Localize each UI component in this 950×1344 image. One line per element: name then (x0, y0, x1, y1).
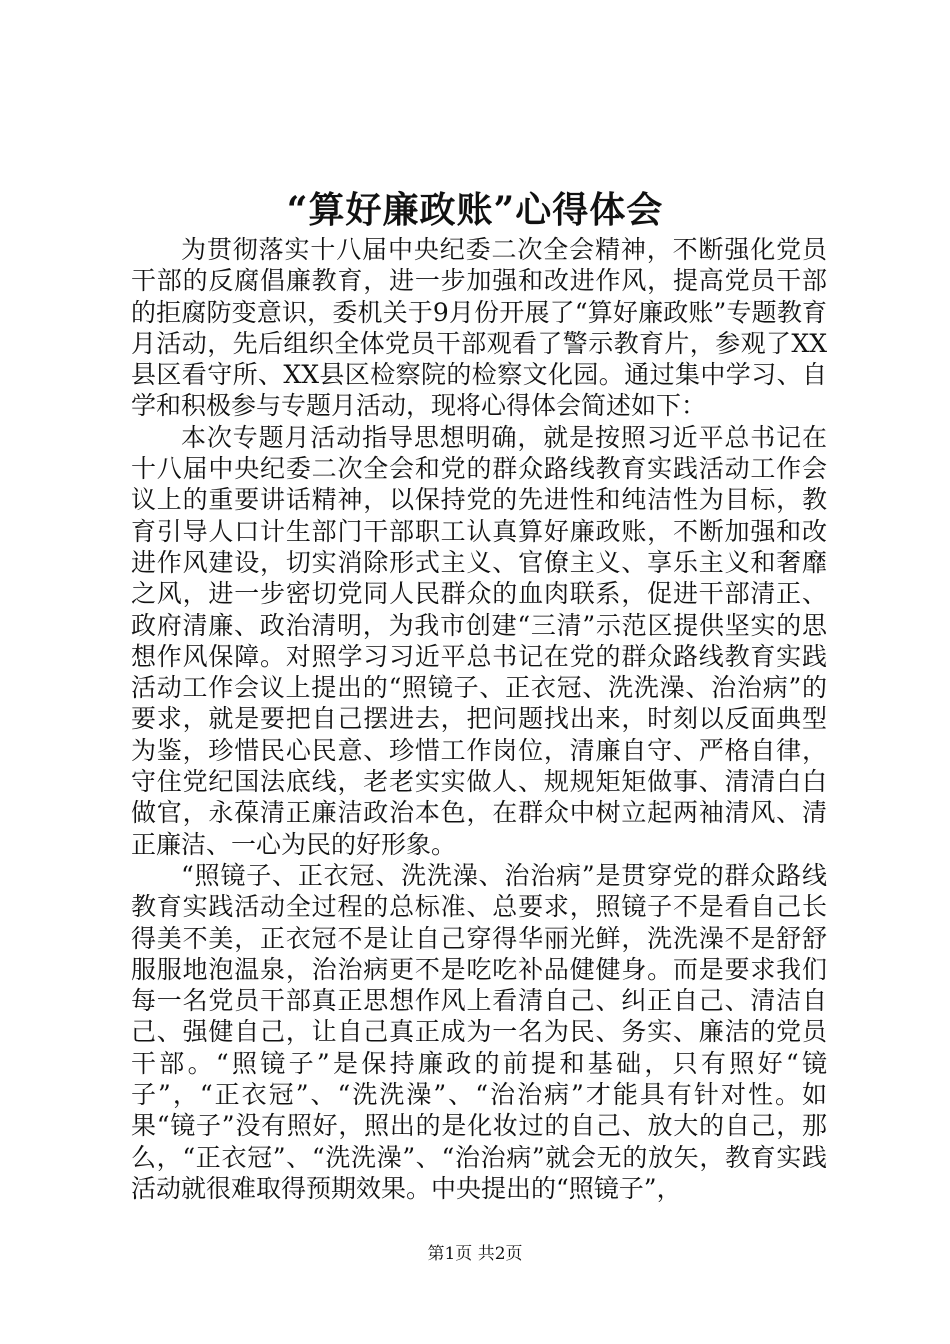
page-number-footer: 第1页 共2页 (427, 1244, 523, 1264)
document-title: “算好廉政账”心得体会 (286, 189, 664, 231)
document-body (131, 234, 827, 1204)
paragraph-2: 本次专题月活动指导思想明确，就是按照习近平总书记在十八届中央纪委二次全会和党的群众路线教育实践活动工作会议上的重要讲话精神，以保持党的先进性和纯洁性为目标，教育引导人口计生部门干部职工认真算好廉政账，不断加强和改进作风建设，切实消除形式主义、官僚主义、享乐主义和奢靡之风，进一步密切党同人民群众的血肉联系，促进干部清正、政府清廉、政治清明，为我市创建“三清”示范区提供坚实的思想作风保障。对照学习习近平总书记在党的群众路线教育实践活动工作会议上提出的“照镜子、正衣冠、洗洗澡、治治病”的要求，就是要把自己摆进去，把问题找出来，时刻以反面典型为鉴，珍惜民心民意、珍惜工作岗位，清廉自守、严格自律，守住党纪国法底线，老老实实做人、规规矩矩做事、清清白白做官，永葆清正廉洁政治本色，在群众中树立起两袖清风、清正廉洁、一心为民的好形象。 (131, 422, 827, 859)
paragraph-3: “照镜子、正衣冠、洗洗澡、治治病”是贯穿党的群众路线教育实践活动全过程的总标准、总要求，照镜子不是看自己长得美不美，正衣冠不是让自己穿得华丽光鲜，洗洗澡不是舒舒服服地泡温泉，治治病更不是吃吃补品健健身。而是要求我们每一名党员干部真正思想作风上看清自己、纠正自己、清洁自己、强健自己，让自己真正成为一名为民、务实、廉洁的党员干部。“照镜子”是保持廉政的前提和基础，只有照好“镜子”，“正衣冠”、“洗洗澡”、“治治病”才能具有针对性。如果“镜子”没有照好，照出的是化妆过的自己、放大的自己，那么，“正衣冠”、“洗洗澡”、“治治病”就会无的放矢，教育实践活动就很难取得预期效果。中央提出的“照镜子”， (131, 860, 827, 1203)
paragraph-1: 为贯彻落实十八届中央纪委二次全会精神，不断强化党员干部的反腐倡廉教育，进一步加强和改进作风，提高党员干部的拒腐防变意识，委机关于9月份开展了“算好廉政账”专题教育月活动，先后组织全体党员干部观看了警示教育片，参观了XX县区看守所、XX县区检察院的检察文化园。通过集中学习、自学和积极参与专题月活动，现将心得体会简述如下： (131, 235, 827, 421)
